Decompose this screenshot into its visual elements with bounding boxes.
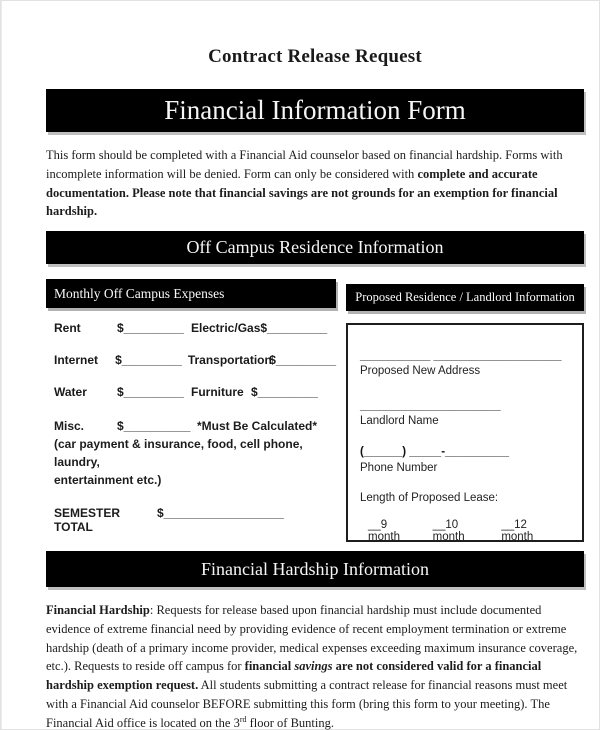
hardship-bold2: are not considered valid for a financial hardship exemption request. bbox=[46, 659, 542, 692]
landlord-name-blank[interactable]: ______________________ bbox=[360, 400, 501, 412]
misc-blank[interactable]: $__________ bbox=[117, 419, 191, 433]
hardship-paragraph bbox=[46, 601, 584, 730]
intro-paragraph bbox=[46, 146, 584, 221]
lease-option-10-month[interactable]: __10 month bbox=[432, 519, 465, 543]
landlord-info-box bbox=[346, 323, 584, 542]
transportation-label: Transportation bbox=[187, 353, 272, 367]
electric-gas-label: Electric/Gas bbox=[191, 321, 261, 335]
landlord-header-bar: Proposed Residence / Landlord Information bbox=[346, 284, 584, 311]
expense-row-rent-electric bbox=[54, 321, 336, 335]
misc-detail bbox=[46, 435, 336, 489]
phone-number-label: Phone Number bbox=[360, 462, 438, 474]
lease-option-9-month[interactable]: __9 month bbox=[368, 519, 400, 543]
expense-row-internet-transportation bbox=[54, 353, 336, 367]
hardship-lead-bold: Financial Hardship bbox=[46, 603, 150, 617]
misc-detail-line2: entertainment etc.) bbox=[54, 473, 162, 487]
landlord-name-label: Landlord Name bbox=[360, 415, 439, 427]
internet-label: Internet bbox=[54, 353, 99, 367]
banner-financial-hardship: Financial Hardship Information bbox=[46, 551, 584, 587]
hardship-superscript: rd bbox=[239, 714, 247, 724]
hardship-bold1: financial bbox=[244, 659, 295, 674]
hardship-bold-italic: savings bbox=[294, 659, 333, 674]
intro-text-normal: This form should be completed with a Financial Aid counselor based on financial hardship. Forms with incomplete information will be denied. Form can only be considered with bbox=[46, 148, 563, 181]
expenses-column bbox=[46, 279, 336, 534]
hardship-body2: All students submitting a contract release for financial reasons must meet with a Financial Aid counselor BEFORE submitting this form (bring this form to your meeting). The Financial Aid office is located on the 3 bbox=[46, 678, 568, 730]
furniture-label: Furniture bbox=[191, 385, 244, 399]
furniture-blank[interactable]: $_________ bbox=[251, 385, 318, 399]
water-label: Water bbox=[54, 385, 87, 399]
semester-total-blank[interactable]: $__________________ bbox=[157, 506, 284, 520]
semester-total-row bbox=[46, 506, 336, 534]
expenses-header-bar: Monthly Off Campus Expenses bbox=[46, 279, 336, 308]
misc-detail-line1: (car payment & insurance, food, cell phone, laundry, bbox=[54, 437, 303, 469]
internet-blank[interactable]: $_________ bbox=[115, 353, 182, 367]
hardship-body1: : Requests for release based upon financial hardship must include documented evidence of extreme financial need by providing evidence of recent employment termination or extreme hardship (death of a primary income provider, medical expenses exceeding maximum insurance coverage, etc.). Requests to reside off campus for bbox=[46, 603, 578, 674]
hardship-body3: floor of Bunting. bbox=[246, 715, 334, 730]
electric-gas-blank[interactable]: $_________ bbox=[260, 321, 328, 335]
rent-blank[interactable]: $_________ bbox=[117, 321, 184, 335]
banner-financial-information-form: Financial Information Form bbox=[46, 89, 584, 132]
phone-number-blank[interactable]: (______) _____-__________ bbox=[360, 446, 509, 458]
lease-length-label: Length of Proposed Lease: bbox=[360, 492, 499, 504]
transportation-blank[interactable]: $_________ bbox=[269, 353, 336, 367]
banner-off-campus-residence: Off Campus Residence Information bbox=[46, 231, 584, 264]
two-column-section bbox=[46, 279, 584, 542]
must-be-calculated-note: *Must Be Calculated* bbox=[197, 419, 318, 433]
expense-rows bbox=[46, 321, 336, 399]
water-blank[interactable]: $_________ bbox=[117, 385, 184, 399]
page-title: Contract Release Request bbox=[208, 46, 422, 67]
misc-row bbox=[46, 419, 336, 433]
lease-option-12-month[interactable]: __12 month bbox=[501, 519, 534, 543]
intro-text-bold: complete and accurate documentation. Please note that financial savings are not grounds for an exemption for financial hardship. bbox=[46, 166, 558, 219]
misc-label: Misc. bbox=[54, 419, 85, 433]
lease-options bbox=[360, 519, 570, 543]
proposed-address-label: Proposed New Address bbox=[360, 365, 481, 377]
expense-row-water-furniture bbox=[54, 385, 336, 399]
rent-label: Rent bbox=[54, 321, 81, 335]
semester-total-label: SEMESTER TOTAL bbox=[54, 506, 121, 534]
proposed-address-blank[interactable]: ___________ ____________________ bbox=[360, 350, 562, 362]
landlord-column bbox=[346, 279, 584, 542]
